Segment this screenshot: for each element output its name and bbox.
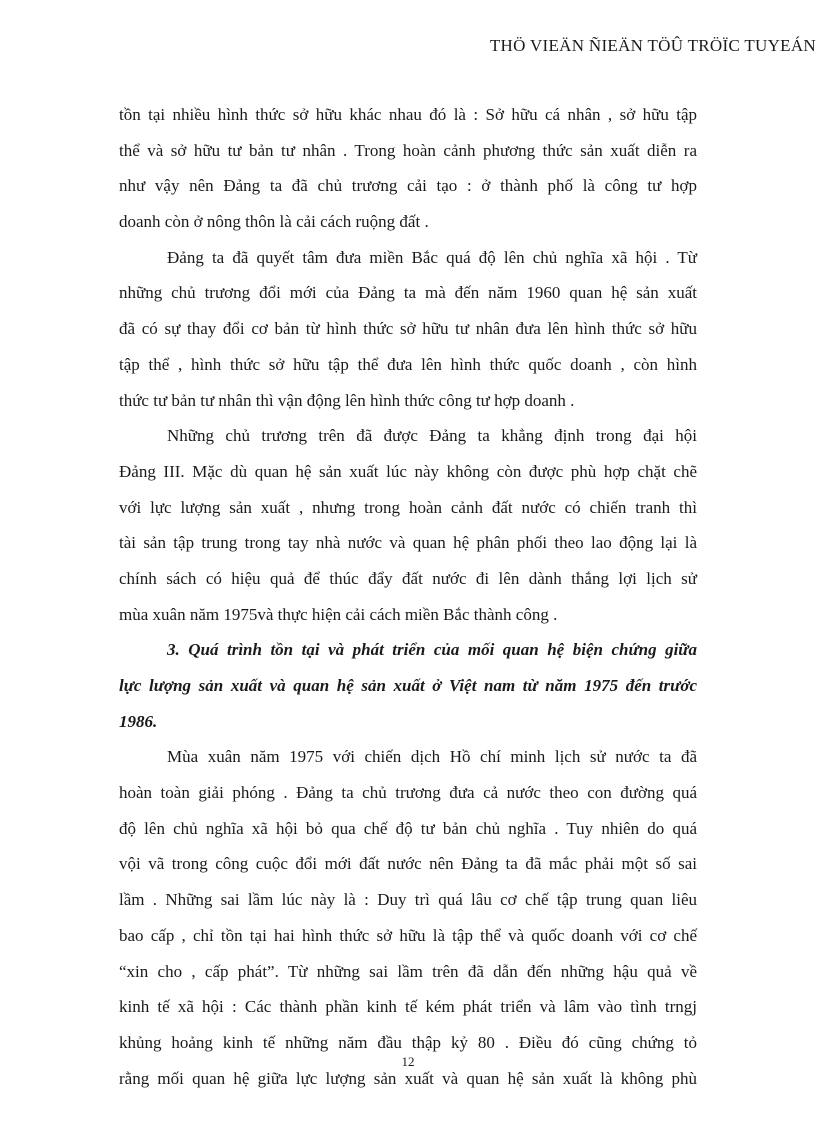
text-line: Mùa xuân năm 1975 với chiến dịch Hồ chí minh lịch sử nước ta đã bbox=[167, 747, 697, 767]
paragraph bbox=[119, 97, 697, 240]
text-line: thể và sở hữu tư bản tư nhân . Trong hoàn cảnh phương thức sản xuất diễn ra bbox=[119, 140, 697, 160]
heading-line: 3. Quá trình tồn tại và phát triển của mối quan hệ biện chứng giữa bbox=[167, 640, 697, 660]
text-line: với lực lượng sản xuất , nhưng trong hoàn cảnh đất nước có chiến tranh thì bbox=[119, 497, 697, 517]
heading-line: 1986. bbox=[119, 711, 158, 731]
text-line: rằng mối quan hệ giữa lực lượng sản xuất và quan hệ sản xuất là không phù bbox=[119, 1068, 697, 1088]
text-line: tồn tại nhiều hình thức sở hữu khác nhau đó là : Sở hữu cá nhân , sở hữu tập bbox=[119, 105, 697, 124]
running-header: THÖ VIEÄN ÑIEÄN TÖÛ TRÖÏC TUYEÁN bbox=[489, 36, 816, 55]
text-line: mùa xuân năm 1975và thực hiện cải cách miền Bắc thành công . bbox=[119, 604, 558, 624]
text-line: hoàn toàn giải phóng . Đảng ta chủ trương đưa cả nước theo con đường quá bbox=[119, 783, 697, 803]
text-line: kinh tế xã hội : Các thành phần kinh tế kém phát triển và lâm vào tình trngj bbox=[119, 997, 697, 1017]
paragraph bbox=[119, 739, 697, 1096]
section-heading bbox=[119, 632, 697, 739]
text-line: vội vã trong công cuộc đổi mới đất nước nên Đảng ta đã mắc phải một số sai bbox=[119, 854, 697, 874]
page-number: 12 bbox=[401, 1054, 415, 1069]
text-line: tài sản tập trung trong tay nhà nước và quan hệ phân phối theo lao động lại là bbox=[119, 533, 697, 553]
text-line: khủng hoảng kinh tế những năm đầu thập kỷ 80 . Điều đó cũng chứng tỏ bbox=[119, 1032, 697, 1052]
text-line: đã có sự thay đổi cơ bản từ hình thức sở hữu tư nhân đưa lên hình thức sở hữu bbox=[119, 319, 697, 339]
paragraph bbox=[119, 240, 697, 418]
text-line: Đảng III. Mặc dù quan hệ sản xuất lúc này không còn được phù hợp chặt chẽ bbox=[119, 461, 697, 481]
text-line: tập thể , hình thức sở hữu tập thể đưa lên hình thức quốc doanh , còn hình bbox=[119, 354, 697, 374]
paragraph bbox=[119, 418, 697, 632]
text-line: như vậy nên Đảng ta đã chủ trương cải tạo : ở thành phố là công tư hợp bbox=[119, 176, 697, 196]
text-line: chính sách có hiệu quả để thúc đẩy đất nước đi lên dành thắng lợi lịch sử bbox=[119, 568, 697, 588]
text-line: Đảng ta đã quyết tâm đưa miền Bắc quá độ lên chủ nghĩa xã hội . Từ bbox=[167, 247, 697, 267]
body-text bbox=[119, 97, 697, 1096]
text-line: Những chủ trương trên đã được Đảng ta khẳng định trong đại hội bbox=[167, 426, 697, 446]
text-line: “xin cho , cấp phát”. Từ những sai lầm trên đã dẫn đến những hậu quả về bbox=[119, 961, 697, 981]
heading-line: lực lượng sản xuất và quan hệ sản xuất ở Việt nam từ năm 1975 đến trước bbox=[119, 676, 697, 695]
text-line: doanh còn ở nông thôn là cải cách ruộng đất . bbox=[119, 212, 429, 232]
text-line: lầm . Những sai lầm lúc này là : Duy trì quá lâu cơ chế tập trung quan liêu bbox=[119, 890, 697, 910]
text-line: những chủ trương đổi mới của Đảng ta mà đến năm 1960 quan hệ sản xuất bbox=[119, 283, 697, 303]
text-line: độ lên chủ nghĩa xã hội bỏ qua chế độ tư bản chủ nghĩa . Tuy nhiên do quá bbox=[119, 818, 697, 838]
text-line: thức tư bản tư nhân thì vận động lên hình thức công tư hợp doanh . bbox=[119, 390, 575, 410]
text-line: bao cấp , chỉ tồn tại hai hình thức sở hữu là tập thể và quốc doanh với cơ chế bbox=[119, 925, 697, 945]
